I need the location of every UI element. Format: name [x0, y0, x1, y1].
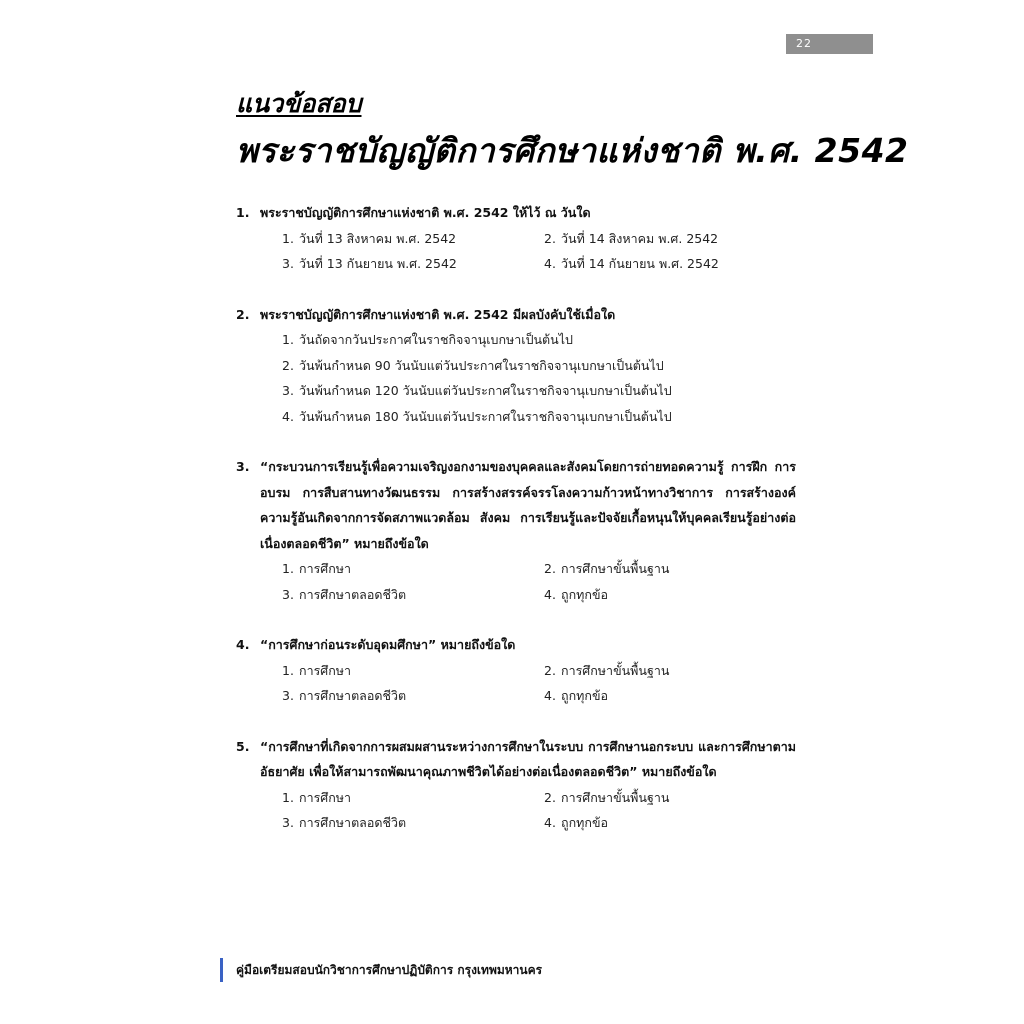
option-text: ถูกทุกข้อ [561, 688, 608, 703]
option-4 [282, 404, 796, 430]
option-grid [282, 556, 796, 607]
option-text: วันพ้นกำหนด 120 วันนับแต่วันประกาศในราชกิจจานุเบกษาเป็นต้นไป [299, 383, 672, 398]
option-list [282, 327, 796, 429]
option-text: การศึกษาตลอดชีวิต [299, 586, 407, 602]
option-text: วันที่ 13 กันยายน พ.ศ. 2542 [299, 256, 457, 271]
footer-accent-bar [220, 958, 223, 982]
title-subject: พระราชบัญญัติการศึกษาแห่งชาติ พ.ศ. 2542 [236, 131, 909, 170]
option-number: 2. [544, 789, 556, 805]
question-1 [236, 200, 796, 277]
option-text: วันที่ 14 สิงหาคม พ.ศ. 2542 [561, 230, 719, 246]
question-number: 5. [236, 738, 250, 754]
option-grid [282, 226, 796, 277]
question-text: “การศึกษาก่อนระดับอุดมศึกษา” หมายถึงข้อใด [260, 637, 516, 652]
option-text: การศึกษา [299, 561, 352, 576]
option-number: 1. [282, 230, 294, 246]
option-2 [544, 785, 804, 811]
option-4 [544, 582, 804, 608]
question-text: พระราชบัญญัติการศึกษาแห่งชาติ พ.ศ. 2542 ให้ไว้ ณ วันใด [260, 205, 591, 220]
option-text: วันที่ 13 สิงหาคม พ.ศ. 2542 [299, 230, 457, 246]
option-3 [282, 251, 544, 277]
question-stem [236, 302, 796, 328]
option-text: การศึกษาขั้นพื้นฐาน [561, 789, 670, 805]
option-grid [282, 658, 796, 709]
option-number: 1. [282, 332, 294, 347]
option-4 [544, 683, 804, 709]
option-1 [282, 226, 544, 252]
question-spacer [236, 277, 796, 302]
option-number: 4. [544, 256, 556, 271]
option-number: 1. [282, 561, 294, 576]
question-spacer [236, 709, 796, 734]
option-1 [282, 658, 544, 684]
option-3 [282, 810, 544, 836]
option-1 [282, 556, 544, 582]
option-text: วันถัดจากวันประกาศในราชกิจจานุเบกษาเป็นต้นไป [299, 332, 573, 347]
option-text: การศึกษาตลอดชีวิต [299, 815, 407, 830]
option-text: การศึกษา [299, 789, 352, 805]
option-1 [282, 785, 544, 811]
option-number: 2. [544, 561, 556, 576]
footer-book-title: คู่มือเตรียมสอบนักวิชาการศึกษาปฏิบัติการ กรุงเทพมหานคร [236, 963, 543, 977]
question-text: พระราชบัญญัติการศึกษาแห่งชาติ พ.ศ. 2542 มีผลบังคับใช้เมื่อใด [260, 306, 616, 322]
option-number: 3. [282, 256, 294, 271]
option-number: 3. [282, 383, 294, 398]
option-number: 3. [282, 586, 294, 602]
question-number: 2. [236, 306, 250, 322]
option-number: 3. [282, 688, 294, 703]
option-text: วันพ้นกำหนด 90 วันนับแต่วันประกาศในราชกิจจานุเบกษาเป็นต้นไป [299, 357, 664, 373]
option-number: 1. [282, 662, 294, 678]
option-4 [544, 810, 804, 836]
option-number: 4. [544, 688, 556, 703]
title-heading: แนวข้อสอบ [236, 89, 362, 118]
option-number: 1. [282, 789, 294, 805]
option-number: 2. [544, 662, 556, 678]
option-text: วันที่ 14 กันยายน พ.ศ. 2542 [561, 256, 719, 271]
option-text: วันพ้นกำหนด 180 วันนับแต่วันประกาศในราชกิจจานุเบกษาเป็นต้นไป [299, 408, 672, 424]
option-text: การศึกษา [299, 662, 352, 678]
option-grid [282, 785, 796, 836]
option-text: ถูกทุกข้อ [561, 815, 608, 830]
option-4 [544, 251, 804, 277]
question-spacer [236, 429, 796, 454]
option-text: การศึกษาขั้นพื้นฐาน [561, 662, 670, 678]
question-text: “กระบวนการเรียนรู้เพื่อความเจริญงอกงามของบุคคลและสังคมโดยการถ่ายทอดความรู้ การฝึก การอบรม การสืบสานทางวัฒนธรรม การสร้างสรรค์จรรโลงความก้าวหน้าทางวิชาการ การสร้างองค์ความรู้อันเกิดจากการจัดสภาพแวดล้อม สังคม การเรียนรู้และปัจจัยเกื้อหนุนให้บุคคลเรียนรู้อย่างต่อเนื่องตลอดชีวิต” หมายถึงข้อใด [260, 459, 796, 551]
question-2 [236, 302, 796, 430]
option-2 [544, 556, 804, 582]
option-1 [282, 327, 796, 353]
page-number: 22 [786, 34, 873, 54]
option-text: ถูกทุกข้อ [561, 586, 608, 602]
question-list [236, 200, 796, 836]
question-4 [236, 632, 796, 709]
question-stem [236, 200, 796, 226]
option-number: 2. [282, 357, 294, 373]
option-text: การศึกษาตลอดชีวิต [299, 688, 407, 703]
option-text: การศึกษาขั้นพื้นฐาน [561, 561, 670, 576]
option-2 [544, 226, 804, 252]
option-number: 3. [282, 815, 294, 830]
question-stem [236, 734, 796, 785]
option-3 [282, 378, 796, 404]
question-3 [236, 454, 796, 607]
option-3 [282, 582, 544, 608]
question-text: “การศึกษาที่เกิดจากการผสมผสานระหว่างการศึกษาในระบบ การศึกษานอกระบบ และการศึกษาตามอัธยาศัย เพื่อให้สามารถพัฒนาคุณภาพชีวิตได้อย่างต่อเนื่องตลอดชีวิต” หมายถึงข้อใด [260, 738, 796, 779]
option-3 [282, 683, 544, 709]
option-2 [282, 353, 796, 379]
question-number: 1. [236, 205, 250, 220]
question-number: 3. [236, 459, 250, 474]
question-number: 4. [236, 637, 250, 652]
option-2 [544, 658, 804, 684]
question-stem [236, 454, 796, 556]
option-number: 4. [544, 586, 556, 602]
question-spacer [236, 607, 796, 632]
option-number: 4. [544, 815, 556, 830]
option-number: 4. [282, 408, 294, 424]
option-number: 2. [544, 230, 556, 246]
question-stem [236, 632, 796, 658]
question-5 [236, 734, 796, 836]
